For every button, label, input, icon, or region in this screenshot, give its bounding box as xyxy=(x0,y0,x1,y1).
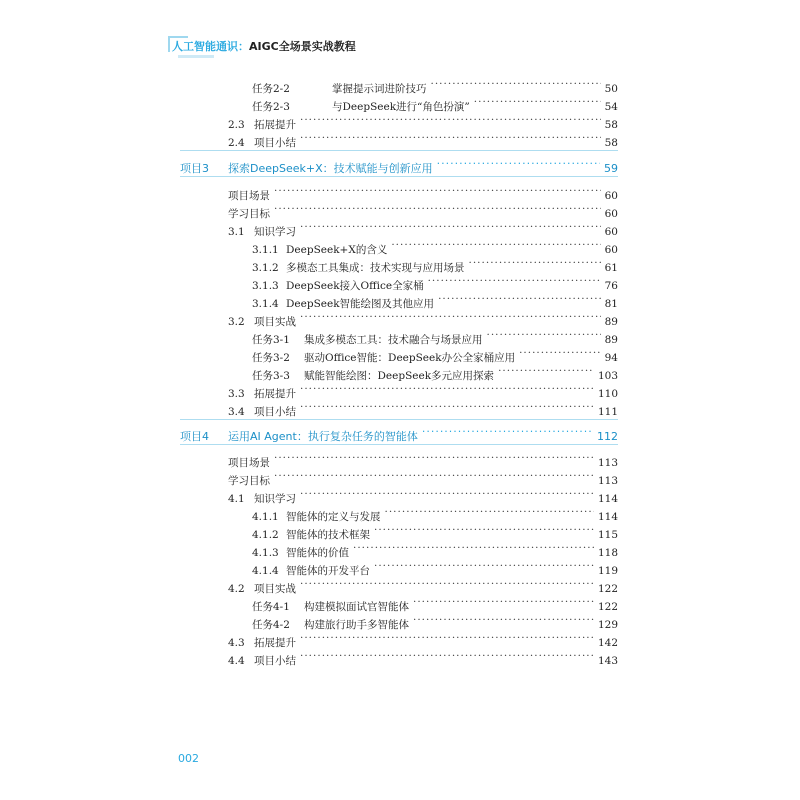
toc-entry[interactable] xyxy=(228,309,618,328)
toc-leader xyxy=(274,201,601,217)
toc-page: 112 xyxy=(597,430,618,443)
toc-leader xyxy=(487,327,601,343)
toc-number: 4.1.2 xyxy=(252,529,279,541)
toc-leader xyxy=(374,558,594,574)
toc-label: 智能体的定义与发展 xyxy=(286,511,381,523)
toc-entry[interactable] xyxy=(228,381,618,400)
toc-leader xyxy=(428,273,601,289)
toc-label: 项目实战 xyxy=(254,583,296,595)
toc-number: 项目3 xyxy=(180,162,209,175)
toc-leader xyxy=(300,130,601,146)
toc-number: 项目4 xyxy=(180,430,209,443)
toc-leader xyxy=(274,450,594,466)
toc-page: 113 xyxy=(597,457,618,469)
toc-page: 103 xyxy=(597,370,618,382)
toc-number: 3.4 xyxy=(228,406,245,418)
toc-leader xyxy=(469,255,601,271)
toc-number: 3.1.3 xyxy=(252,280,279,292)
toc-label: 拓展提升 xyxy=(254,119,296,131)
toc-label: 集成多模态工具：技术融合与场景应用 xyxy=(304,334,483,346)
toc-label: 知识学习 xyxy=(254,493,296,505)
toc-label: 知识学习 xyxy=(254,226,296,238)
toc-page: 59 xyxy=(604,162,618,175)
toc-number: 任务3-1 xyxy=(252,334,290,346)
toc-entry[interactable] xyxy=(252,540,618,559)
toc-leader xyxy=(274,468,594,484)
toc-page: 118 xyxy=(597,547,618,559)
toc-number: 任务2-2 xyxy=(252,83,290,95)
toc-leader xyxy=(422,424,593,440)
toc-entry[interactable] xyxy=(252,327,618,346)
toc-number: 任务3-2 xyxy=(252,352,290,364)
toc-page: 50 xyxy=(604,83,618,95)
toc-label: DeepSeek接入Office全家桶 xyxy=(286,280,424,292)
toc-leader xyxy=(498,363,594,379)
toc-label: 智能体的开发平台 xyxy=(286,565,370,577)
toc-leader xyxy=(474,94,601,110)
toc-entry[interactable] xyxy=(252,94,618,113)
project-divider-top xyxy=(180,150,618,151)
toc-leader xyxy=(353,540,594,556)
toc-page: 122 xyxy=(597,583,618,595)
toc-entry[interactable] xyxy=(228,630,618,649)
series-title: 人工智能通识 xyxy=(172,40,238,53)
toc-leader xyxy=(300,576,594,592)
toc-entry[interactable] xyxy=(228,219,618,238)
page-number: 002 xyxy=(178,752,199,765)
toc-number: 3.3 xyxy=(228,388,245,400)
toc-page: 54 xyxy=(604,101,618,113)
toc-label: 驱动Office智能：DeepSeek办公全家桶应用 xyxy=(304,352,516,364)
toc-label: 掌握提示词进阶技巧 xyxy=(332,83,427,95)
toc-leader xyxy=(437,156,600,172)
book-title: AIGC全场景实战教程 xyxy=(249,40,356,53)
toc-entry[interactable] xyxy=(228,648,618,667)
toc-entry[interactable] xyxy=(252,504,618,523)
toc-page: 115 xyxy=(597,529,618,541)
toc-entry[interactable] xyxy=(252,612,618,631)
running-header xyxy=(172,40,356,54)
toc-number: 任务3-3 xyxy=(252,370,290,382)
toc-page: 81 xyxy=(604,298,618,310)
toc-page: 119 xyxy=(597,565,618,577)
toc-label: 项目场景 xyxy=(228,457,270,469)
toc-page: 58 xyxy=(604,119,618,131)
toc-number: 4.1.4 xyxy=(252,565,279,577)
toc-page: 60 xyxy=(604,208,618,220)
toc-label: 运用AI Agent：执行复杂任务的智能体 xyxy=(228,430,418,443)
toc-leader xyxy=(300,486,594,502)
toc-entry[interactable] xyxy=(252,594,618,613)
toc-label: 拓展提升 xyxy=(254,637,296,649)
toc-leader xyxy=(300,630,594,646)
toc-label: 与DeepSeek进行“角色扮演” xyxy=(332,101,470,113)
toc-leader xyxy=(274,183,601,199)
toc-page: 111 xyxy=(597,406,618,418)
toc-leader xyxy=(300,309,601,325)
toc-number: 3.1.2 xyxy=(252,262,279,274)
toc-entry[interactable] xyxy=(252,255,618,274)
toc-entry[interactable] xyxy=(252,345,618,364)
toc-label: 构建旅行助手多智能体 xyxy=(304,619,409,631)
toc-label: 探索DeepSeek+X：技术赋能与创新应用 xyxy=(228,162,433,175)
toc-entry[interactable] xyxy=(228,450,618,469)
toc-number: 任务4-1 xyxy=(252,601,290,613)
toc-number: 4.1.1 xyxy=(252,511,279,523)
toc-number: 4.1.3 xyxy=(252,547,279,559)
toc-leader xyxy=(300,648,594,664)
toc-page: 122 xyxy=(597,601,618,613)
toc-leader xyxy=(519,345,601,361)
toc-page: 76 xyxy=(604,280,618,292)
toc-number: 4.3 xyxy=(228,637,245,649)
toc-entry[interactable] xyxy=(228,112,618,131)
toc-label: 项目实战 xyxy=(254,316,296,328)
project-divider-bottom xyxy=(180,176,618,177)
toc-number: 3.2 xyxy=(228,316,245,328)
toc-label: DeepSeek+X的含义 xyxy=(286,244,388,256)
toc-project-heading[interactable] xyxy=(180,156,618,175)
toc-entry[interactable] xyxy=(228,399,618,418)
toc-label: DeepSeek智能绘图及其他应用 xyxy=(286,298,435,310)
toc-label: 拓展提升 xyxy=(254,388,296,400)
toc-page: 142 xyxy=(597,637,618,649)
toc-page: 129 xyxy=(597,619,618,631)
toc-page: 60 xyxy=(604,190,618,202)
toc-leader xyxy=(413,612,594,628)
toc-leader xyxy=(391,237,600,253)
header-underline xyxy=(178,55,214,58)
toc-leader xyxy=(413,594,594,610)
toc-page: 113 xyxy=(597,475,618,487)
toc-number: 2.3 xyxy=(228,119,245,131)
toc-page: 143 xyxy=(597,655,618,667)
toc-label: 赋能智能绘图：DeepSeek多元应用探索 xyxy=(304,370,495,382)
toc-page: 61 xyxy=(604,262,618,274)
toc-entry[interactable] xyxy=(228,468,618,487)
toc-entry[interactable] xyxy=(252,558,618,577)
toc-entry[interactable] xyxy=(252,76,618,95)
toc-entry[interactable] xyxy=(252,237,618,256)
toc-entry[interactable] xyxy=(228,576,618,595)
toc-number: 3.1 xyxy=(228,226,245,238)
toc-label: 智能体的价值 xyxy=(286,547,349,559)
toc-label: 项目小结 xyxy=(254,406,296,418)
toc-number: 任务4-2 xyxy=(252,619,290,631)
toc-number: 3.1.1 xyxy=(252,244,279,256)
toc-entry[interactable] xyxy=(228,183,618,202)
project-divider-bottom xyxy=(180,444,618,445)
toc-page: 89 xyxy=(604,334,618,346)
toc-entry[interactable] xyxy=(252,363,618,382)
toc-entry[interactable] xyxy=(252,522,618,541)
toc-leader xyxy=(300,399,594,415)
toc-number: 3.1.4 xyxy=(252,298,279,310)
toc-label: 项目小结 xyxy=(254,137,296,149)
toc-entry[interactable] xyxy=(228,130,618,149)
toc-label: 项目小结 xyxy=(254,655,296,667)
toc-label: 智能体的技术框架 xyxy=(286,529,370,541)
toc-leader xyxy=(300,112,601,128)
toc-page: 94 xyxy=(604,352,618,364)
toc-label: 学习目标 xyxy=(228,475,270,487)
toc-leader xyxy=(374,522,594,538)
toc-entry[interactable] xyxy=(228,486,618,505)
toc-number: 4.4 xyxy=(228,655,245,667)
toc-page: 114 xyxy=(597,493,618,505)
toc-number: 4.1 xyxy=(228,493,245,505)
toc-page: 60 xyxy=(604,244,618,256)
toc-page: 58 xyxy=(604,137,618,149)
toc-label: 构建模拟面试官智能体 xyxy=(304,601,409,613)
toc-project-heading[interactable] xyxy=(180,424,618,443)
toc-leader xyxy=(385,504,594,520)
toc-page: 89 xyxy=(604,316,618,328)
toc-number: 任务2-3 xyxy=(252,101,290,113)
toc-leader xyxy=(431,76,601,92)
toc-leader xyxy=(300,381,594,397)
toc-label: 多模态工具集成：技术实现与应用场景 xyxy=(286,262,465,274)
toc-page: 114 xyxy=(597,511,618,523)
toc-leader xyxy=(438,291,601,307)
toc-number: 4.2 xyxy=(228,583,245,595)
toc-entry[interactable] xyxy=(252,291,618,310)
toc-entry[interactable] xyxy=(228,201,618,220)
toc-entry[interactable] xyxy=(252,273,618,292)
toc-label: 项目场景 xyxy=(228,190,270,202)
toc-leader xyxy=(300,219,601,235)
project-divider-top xyxy=(180,419,618,420)
toc-label: 学习目标 xyxy=(228,208,270,220)
toc-page: 60 xyxy=(604,226,618,238)
header-separator: ： xyxy=(238,40,249,53)
toc-page: 110 xyxy=(597,388,618,400)
toc-number: 2.4 xyxy=(228,137,245,149)
